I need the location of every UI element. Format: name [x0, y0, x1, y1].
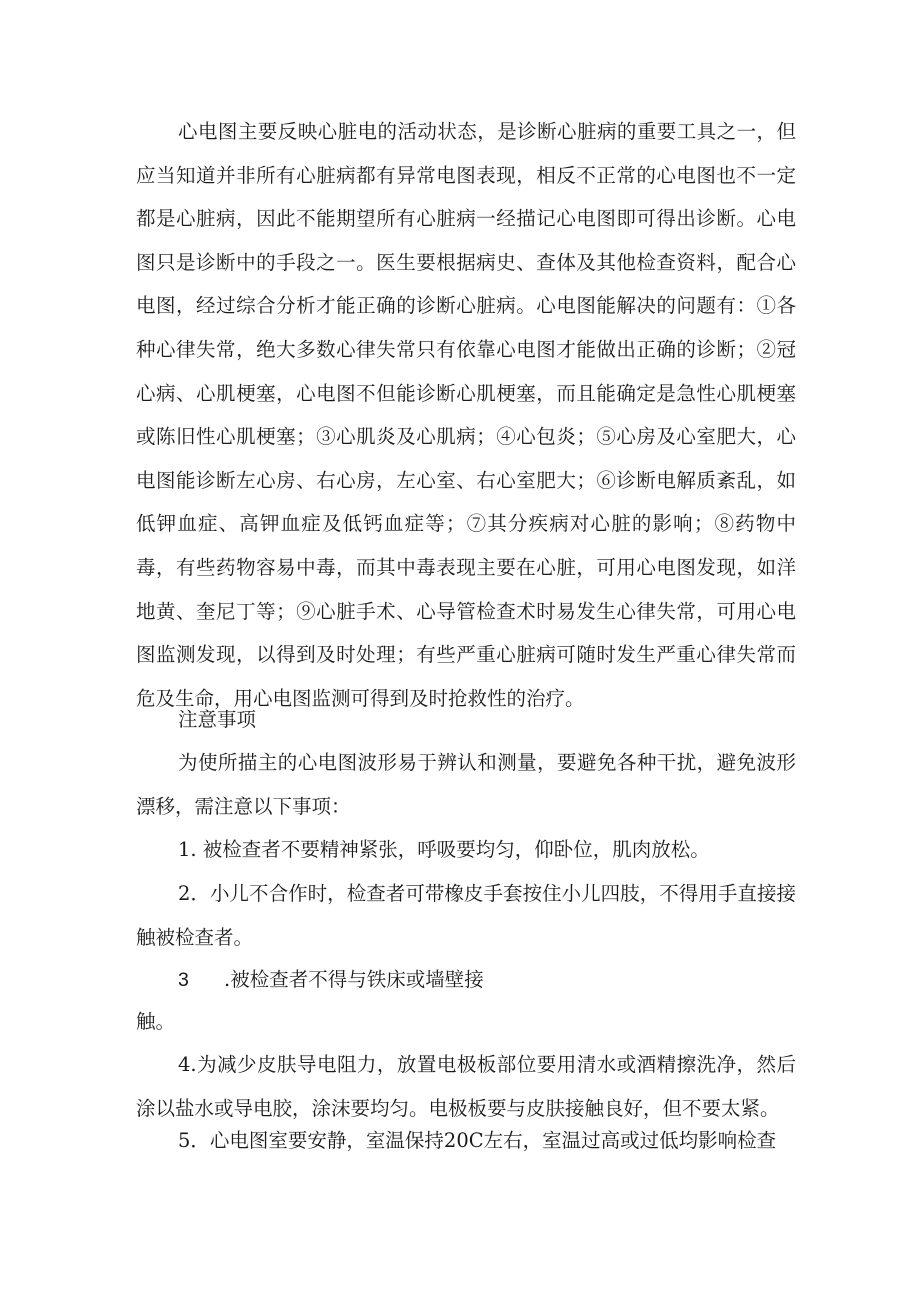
precaution-item-5: 5．心电图室要安静，室温保持20C左右，室温过高或过低均影响检查	[178, 1129, 777, 1152]
precaution-item-3-continuation: 触。	[136, 1010, 176, 1033]
precaution-item-2: 2．小儿不合作时，检查者可带橡皮手套按住小儿四肢，不得用手直接接触被检查者。	[136, 882, 796, 949]
item-3-text: .被检查者不得与铁床或墙壁接	[224, 968, 484, 991]
precaution-item-3	[136, 958, 484, 1003]
precaution-item-1: 1. 被检查者不要精神紧张，呼吸要均匀，仰卧位，肌肉放松。	[178, 838, 710, 861]
item-3-number: 3	[178, 969, 189, 991]
section-heading: 注意事项	[178, 708, 257, 731]
precaution-item-4: 4.为减少皮肤导电阻力，放置电极板部位要用清水或酒精擦洗净，然后涂以盐水或导电胶，涂沫要均匀。电极板要与皮肤接触良好，但不要太紧。	[136, 1053, 796, 1120]
intro-paragraph: 心电图主要反映心脏电的活动状态，是诊断心脏病的重要工具之一，但应当知道并非所有心脏病都有异常电图表现，相反不正常的心电图也不一定都是心脏病，因此不能期望所有心脏病一经描记心电图即可得出诊断。心电图只是诊断中的手段之一。医生要根据病史、查体及其他检查资料，配合心电图，经过综合分析才能正确的诊断心脏病。心电图能解决的问题有：①各种心律失常，绝大多数心律失常只有依靠心电图才能做出正确的诊断；②冠心病、心肌梗塞，心电图不但能诊断心肌梗塞，而且能确定是急性心肌梗塞或陈旧性心肌梗塞；③心肌炎及心肌病；④心包炎；⑤心房及心室肥大，心电图能诊断左心房、右心房，左心室、右心室肥大；⑥诊断电解质紊乱，如低钾血症、高钾血症及低钙血症等；⑦其分疾病对心脏的影响；⑧药物中毒，有些药物容易中毒，而其中毒表现主要在心脏，可用心电图发现，如洋地黄、奎尼丁等；⑨心脏手术、心导管检查术时易发生心律失常，可用心电图监测发现，以得到及时处理；有些严重心脏病可随时发生严重心律失常而危及生命，用心电图监测可得到及时抢救性的治疗。	[136, 120, 796, 710]
precaution-intro-paragraph: 为使所描主的心电图波形易于辨认和测量，要避免各种干扰，避免波形漂移，需注意以下事项：	[136, 751, 796, 818]
